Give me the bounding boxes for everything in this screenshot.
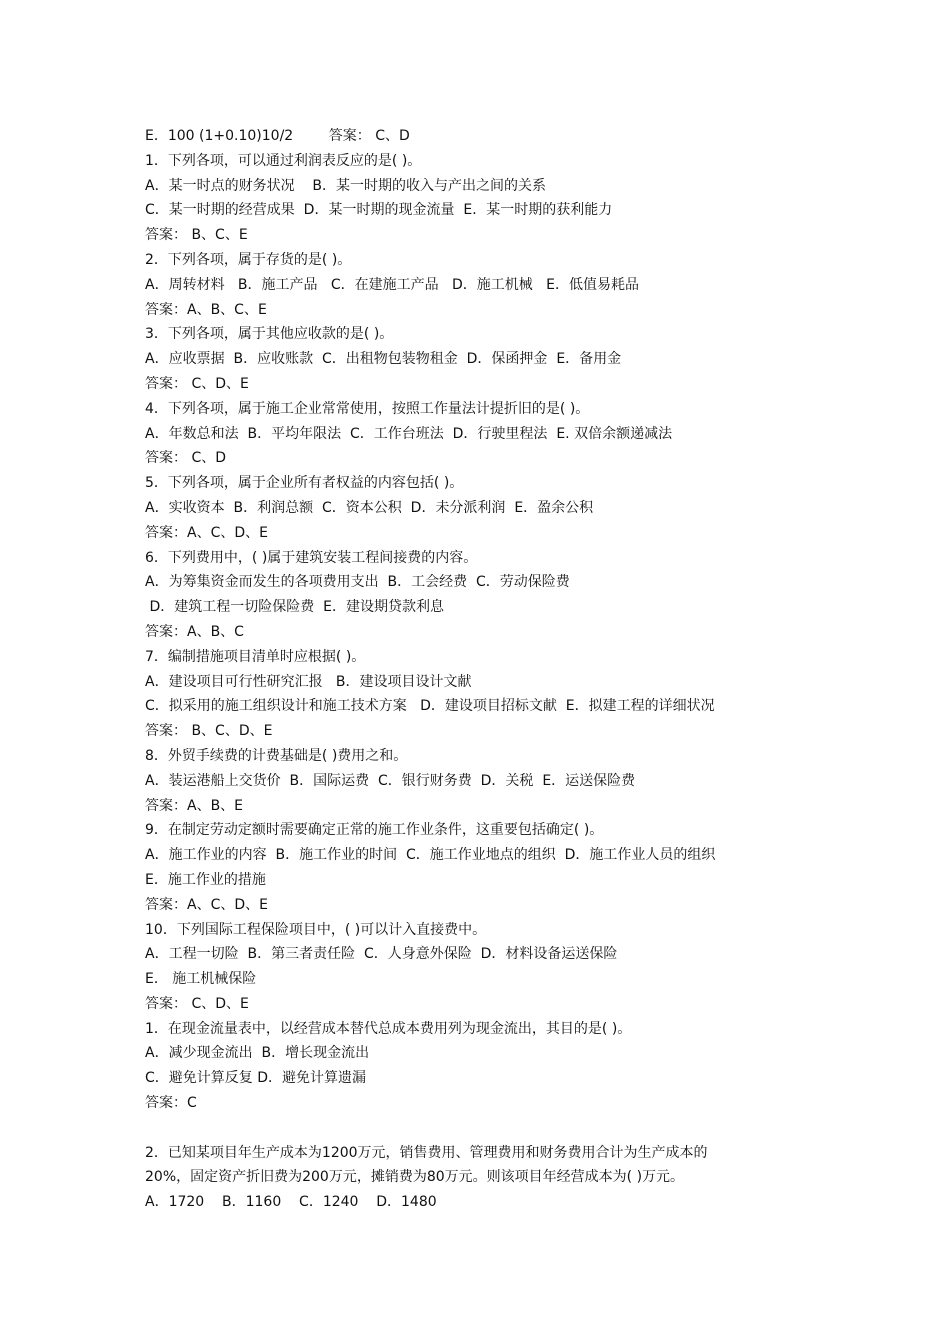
text-line: 答案：A、B、C bbox=[145, 623, 244, 640]
text-line: A．减少现金流出 B．增长现金流出 bbox=[145, 1045, 370, 1062]
text-line: A．工程一切险 B．第三者责任险 C．人身意外保险 D．材料设备运送保险 bbox=[145, 946, 618, 963]
text-line: 答案： B、C、E bbox=[145, 227, 248, 244]
text-line: A．建设项目可行性研究汇报 B．建设项目设计文献 bbox=[145, 673, 472, 690]
text-line: 答案：A、C、D、E bbox=[145, 524, 268, 541]
text-line: A．施工作业的内容 B．施工作业的时间 C．施工作业地点的组织 D．施工作业人员的组织 bbox=[145, 847, 716, 864]
text-line: A．为筹集资金而发生的各项费用支出 B．工会经费 C．劳动保险费 bbox=[145, 574, 570, 591]
text-line: 答案： C、D bbox=[145, 450, 227, 467]
text-line: A．实收资本 B．利润总额 C．资本公积 D．未分派利润 E．盈余公积 bbox=[145, 499, 594, 516]
text-line: E．施工作业的措施 bbox=[145, 871, 266, 888]
text-line: 答案：A、C、D、E bbox=[145, 896, 268, 913]
text-line: 4．下列各项，属于施工企业常常使用，按照工作量法计提折旧的是( )。 bbox=[145, 400, 590, 417]
text-line: C．避免计算反复 D．避免计算遗漏 bbox=[145, 1070, 367, 1087]
blank-line bbox=[145, 1116, 835, 1141]
text-line: 7．编制措施项目清单时应根据( )。 bbox=[145, 648, 366, 665]
text-line: E．100 (1+0.10)10/2 答案： C、D bbox=[145, 128, 410, 144]
text-line: 1．下列各项，可以通过利润表反应的是( )。 bbox=[145, 152, 422, 169]
text-line: C．某一时期的经营成果 D．某一时期的现金流量 E．某一时期的获利能力 bbox=[145, 202, 613, 219]
text-line: 20%，固定资产折旧费为200万元，摊销费为80万元。则该项目年经营成本为( )万元。 bbox=[145, 1169, 685, 1186]
text-line: 答案： C、D、E bbox=[145, 375, 249, 392]
text-line: 10．下列国际工程保险项目中，( )可以计入直接费中。 bbox=[145, 921, 487, 938]
document-page bbox=[145, 124, 835, 1215]
text-line: 答案：A、B、E bbox=[145, 797, 244, 814]
text-line: A．应收票据 B．应收账款 C．出租物包装物租金 D．保函押金 E．备用金 bbox=[145, 351, 622, 368]
text-line: 答案：C bbox=[145, 1095, 197, 1112]
text-line: A．某一时点的财务状况 B．某一时期的收入与产出之间的关系 bbox=[145, 177, 546, 194]
text-line: 答案： B、C、D、E bbox=[145, 723, 273, 740]
text-line: 6．下列费用中，( )属于建筑安装工程间接费的内容。 bbox=[145, 549, 478, 566]
text-line: 2．已知某项目年生产成本为1200万元，销售费用、管理费用和财务费用合计为生产成本的 bbox=[145, 1144, 708, 1161]
text-line: D．建筑工程一切险保险费 E．建设期贷款利息 bbox=[145, 599, 444, 616]
text-line: A．周转材料 B．施工产品 C．在建施工产品 D．施工机械 E．低值易耗品 bbox=[145, 276, 639, 293]
text-line: E． 施工机械保险 bbox=[145, 971, 257, 988]
text-line: A．1720 B．1160 C．1240 D．1480 bbox=[145, 1194, 437, 1211]
text-line: 2．下列各项，属于存货的是( )。 bbox=[145, 251, 352, 268]
text-line: 1．在现金流量表中，以经营成本替代总成本费用列为现金流出，其目的是( )。 bbox=[145, 1020, 632, 1037]
text-line: A．装运港船上交货价 B．国际运费 C．银行财务费 D．关税 E．运送保险费 bbox=[145, 772, 636, 789]
text-line: 3．下列各项，属于其他应收款的是( )。 bbox=[145, 326, 394, 343]
text-line: A．年数总和法 B．平均年限法 C．工作台班法 D．行驶里程法 E. 双倍余额递减法 bbox=[145, 425, 673, 442]
text-line: 答案： C、D、E bbox=[145, 995, 249, 1012]
text-line: 8．外贸手续费的计费基础是( )费用之和。 bbox=[145, 747, 408, 764]
text-line: 答案：A、B、C、E bbox=[145, 301, 267, 318]
text-line: 5．下列各项，属于企业所有者权益的内容包括( )。 bbox=[145, 475, 464, 492]
text-line: 9．在制定劳动定额时需要确定正常的施工作业条件，这重要包括确定( )。 bbox=[145, 822, 604, 839]
text-line: C．拟采用的施工组织设计和施工技术方案 D．建设项目招标文献 E．拟建工程的详细状况 bbox=[145, 698, 715, 715]
